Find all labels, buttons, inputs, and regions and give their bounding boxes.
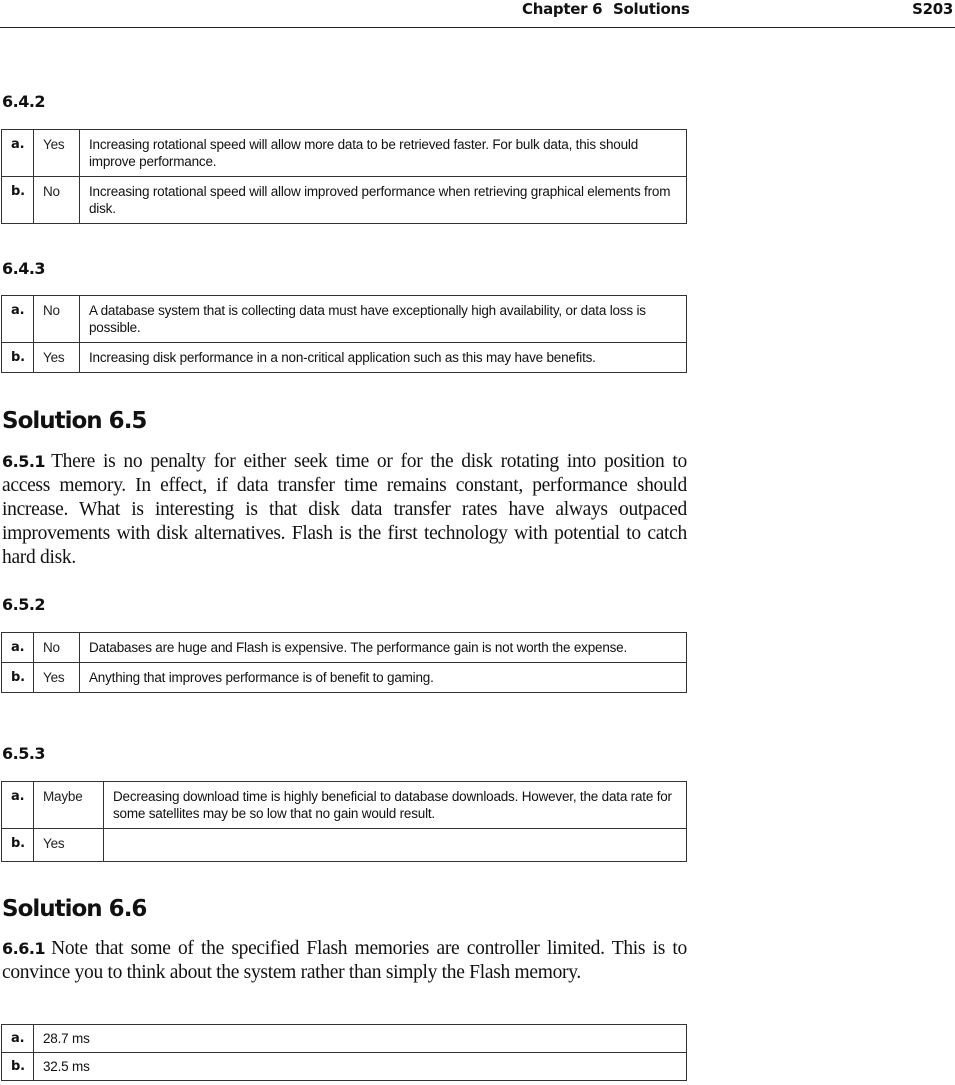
- table-6-4-3: [1, 295, 687, 373]
- table-row: [2, 1053, 687, 1081]
- heading-6-4-3: 6.4.3: [2, 259, 46, 278]
- paragraph-number: 6.5.1: [2, 452, 46, 471]
- row-text: Decreasing download time is highly beneficial to database downloads. However, the data rate for some satellites may be so low that no gain would result.: [104, 782, 687, 829]
- paragraph-number: 6.6.1: [2, 939, 46, 958]
- row-answer: No: [34, 177, 80, 224]
- row-label: b.: [2, 1053, 34, 1081]
- heading-6-5-3: 6.5.3: [2, 744, 46, 763]
- table-row: [2, 343, 687, 373]
- row-text: A database system that is collecting data must have exceptionally high availability, or data loss is possible.: [80, 296, 687, 343]
- solution-6-5-title: Solution 6.5: [2, 408, 147, 434]
- row-answer: No: [34, 296, 80, 343]
- row-text: Increasing rotational speed will allow improved performance when retrieving graphical elements from disk.: [80, 177, 687, 224]
- row-label: b.: [2, 663, 34, 693]
- table-row: [2, 1025, 687, 1053]
- row-label: b.: [2, 829, 34, 862]
- row-text: Increasing rotational speed will allow more data to be retrieved faster. For bulk data, this should improve performance.: [80, 130, 687, 177]
- header-page-number: S203: [912, 0, 953, 18]
- table-row: [2, 829, 687, 862]
- table-row: [2, 130, 687, 177]
- row-answer: Yes: [34, 130, 80, 177]
- table-row: [2, 296, 687, 343]
- row-answer: Yes: [34, 829, 104, 862]
- row-text: Anything that improves performance is of benefit to gaming.: [80, 663, 687, 693]
- paragraph-text: Note that some of the specified Flash memories are controller limited. This is to convince you to think about the system rather than simply the Flash memory.: [2, 938, 687, 983]
- row-label: b.: [2, 177, 34, 224]
- table-row: [2, 633, 687, 663]
- solution-6-6-title: Solution 6.6: [2, 896, 147, 922]
- row-text: Databases are huge and Flash is expensive. The performance gain is not worth the expense.: [80, 633, 687, 663]
- table-6-5-3: [1, 781, 687, 862]
- row-label: a.: [2, 130, 34, 177]
- row-label: b.: [2, 343, 34, 373]
- row-label: a.: [2, 633, 34, 663]
- header-chapter: Chapter 6: [522, 0, 603, 18]
- table-row: [2, 177, 687, 224]
- row-answer: Maybe: [34, 782, 104, 829]
- row-answer: No: [34, 633, 80, 663]
- row-text: [104, 829, 687, 862]
- row-value: 28.7 ms: [34, 1025, 687, 1053]
- heading-6-5-2: 6.5.2: [2, 595, 46, 614]
- heading-6-4-2: 6.4.2: [2, 92, 46, 111]
- row-answer: Yes: [34, 343, 80, 373]
- row-label: a.: [2, 782, 34, 829]
- row-value: 32.5 ms: [34, 1053, 687, 1081]
- paragraph-6-6-1: [2, 937, 687, 985]
- paragraph-text: There is no penalty for either seek time or for the disk rotating into position to access memory. In effect, if data transfer time remains constant, performance should increase. What is interesting is that disk data transfer rates have always outpaced improvements with disk alternatives. Flash is the first technology with potential to catch hard disk.: [2, 451, 687, 568]
- row-text: Increasing disk performance in a non-critical application such as this may have benefits.: [80, 343, 687, 373]
- table-6-5-2: [1, 632, 687, 693]
- table-6-6-1: [1, 1024, 687, 1081]
- row-answer: Yes: [34, 663, 80, 693]
- table-row: [2, 782, 687, 829]
- header-title: Solutions: [613, 0, 690, 18]
- paragraph-6-5-1: [2, 450, 687, 570]
- page-header: [0, 0, 955, 28]
- table-6-4-2: [1, 129, 687, 224]
- row-label: a.: [2, 1025, 34, 1053]
- table-row: [2, 663, 687, 693]
- row-label: a.: [2, 296, 34, 343]
